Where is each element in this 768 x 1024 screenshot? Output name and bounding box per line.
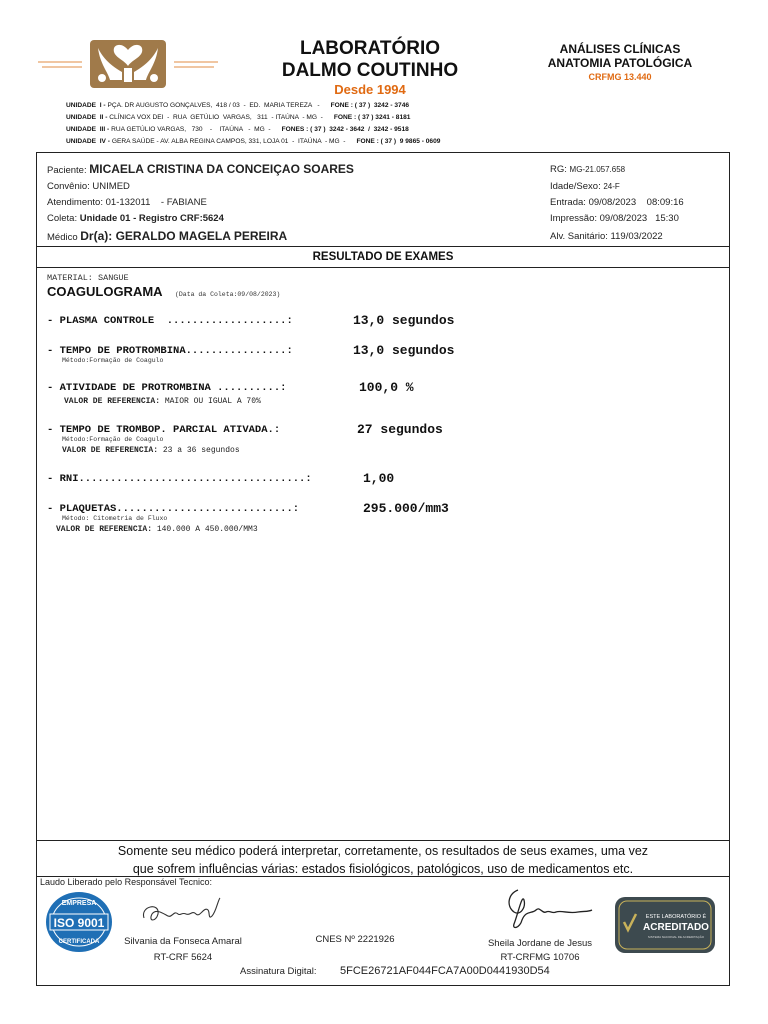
exam-item-value: 27 segundos <box>357 422 443 437</box>
unit-line: UNIDADE I - PÇA. DR AUGUSTO GONÇALVES, 418 / 03 - ED. MARIA TEREZA - FONE : ( 37 ) 3242 - 3746 <box>66 102 410 109</box>
patient-name: MICAELA CRISTINA DA CONCEIÇAO SOARES <box>89 162 354 176</box>
sanitary-license-row <box>550 231 663 242</box>
exam-title: COAGULOGRAMA <box>47 284 163 299</box>
patient-name-row <box>47 162 354 176</box>
exam-heading <box>47 283 280 301</box>
reference-value: MAIOR OU IGUAL A 70% <box>160 397 261 406</box>
sanitary-license-value: 119/03/2022 <box>610 231 663 242</box>
divider <box>36 267 730 268</box>
age-sex-label: Idade/Sexo: <box>550 181 601 192</box>
services-line1: ANÁLISES CLÍNICAS <box>559 42 681 56</box>
iso-bottom-text: CERTIFICADA <box>58 939 100 945</box>
digital-signature-label: Assinatura Digital: <box>240 966 317 977</box>
print-row <box>550 213 679 224</box>
digital-signature-value: 5FCE26721AF044FCA7A00D0441930D54 <box>340 965 550 977</box>
attendance-value: 01-132011 - FABIANE <box>105 197 207 208</box>
reference-label: VALOR DE REFERENCIA: <box>64 397 161 406</box>
crf-registration: CRFMG 13.440 <box>588 72 652 82</box>
patient-name-label: Paciente: <box>47 165 87 176</box>
reference-value: 140.000 A 450.000/MM3 <box>152 525 258 534</box>
exam-date: (Data da Coleta:09/08/2023) <box>175 291 281 298</box>
signature-2-icon <box>498 884 598 934</box>
exam-method: Método:Formação de Coagulo <box>62 357 164 364</box>
since-year: Desde 1994 <box>334 82 406 97</box>
unit-phone: FONE : ( 37 ) 3242 - 3746 <box>330 102 410 109</box>
signer-2-name: Sheila Jordane de Jesus <box>487 938 593 949</box>
reference-label: VALOR DE REFERENCIA: <box>56 525 153 534</box>
unit-name: UNIDADE II <box>66 114 104 121</box>
signer-2-registration: RT-CRFMG 10706 <box>500 952 580 963</box>
print-value: 09/08/2023 15:30 <box>599 213 679 224</box>
rg-row <box>550 164 625 175</box>
unit-line: UNIDADE II - CLÍNICA VOX DEI - RUA GETÚLIO VARGAS, 311 - ITAÚNA - MG - FONE : ( 37 ) 3241 - 8181 <box>66 114 411 121</box>
reference-value: 23 a 36 segundos <box>158 446 240 455</box>
print-label: Impressão: <box>550 213 597 224</box>
released-by-label: Laudo Liberado pelo Responsável Tecnico: <box>40 877 212 887</box>
exam-item-value: 100,0 % <box>359 380 414 395</box>
age-sex-row <box>550 181 620 192</box>
disclaimer <box>36 842 730 878</box>
unit-line: UNIDADE IV - GERA SAÚDE - AV. ALBA REGINA CAMPOS, 331, LOJA 01 - ITAÚNA - MG - FONE : ( 37 ) 9 9865 - 0609 <box>66 138 441 145</box>
unit-address: GERA SAÚDE - AV. ALBA REGINA CAMPOS, 331, LOJA 01 - ITAÚNA - MG - <box>111 138 346 145</box>
unit-line: UNIDADE III - RUA GETÚLIO VARGAS, 730 - ITAÚNA - MG - FONES : ( 37 ) 3242 - 3642 / 3242 - 9518 <box>66 126 409 133</box>
iso-9001-seal-icon <box>44 890 114 954</box>
age-sex-value: 24-F <box>603 182 620 191</box>
rg-label: RG: <box>550 164 567 175</box>
exam-item-value: 295.000/mm3 <box>363 501 449 516</box>
signer-1-registration: RT-CRF 5624 <box>153 952 213 963</box>
exam-item-value: 13,0 segundos <box>353 313 455 328</box>
exam-item-name: - ATIVIDADE DE PROTROMBINA ..........: <box>47 382 287 394</box>
signature-1-icon <box>138 892 228 932</box>
cnes-number: CNES Nº 2221926 <box>315 934 395 945</box>
iso-main-text: ISO 9001 <box>53 916 105 930</box>
disclaimer-line1: Somente seu médico poderá interpretar, corretamente, os resultados de seus exames, uma vez <box>117 844 649 858</box>
exam-item-name: - RNI....................................: <box>47 473 312 485</box>
exam-item-name: - TEMPO DE TROMBOP. PARCIAL ATIVADA.: <box>47 424 281 436</box>
exam-item-name: - PLASMA CONTROLE ...................: <box>47 315 293 327</box>
doctor-label: Médico <box>47 232 78 243</box>
divider <box>36 840 730 841</box>
exam-item-value: 13,0 segundos <box>353 343 455 358</box>
section-title: RESULTADO DE EXAMES <box>312 251 454 263</box>
entry-label: Entrada: <box>550 197 586 208</box>
unit-phone: FONE : ( 37 ) 3241 - 8181 <box>333 114 411 121</box>
accreditation-main-text: ACREDITADO <box>643 922 709 933</box>
accreditation-small-text: ESTE LABORATÓRIO É <box>645 914 707 920</box>
exam-reference <box>56 525 258 534</box>
attendance-row <box>47 197 207 208</box>
accreditation-tiny-text: SISTEMA NACIONAL DE ACREDITAÇÃO <box>647 935 705 939</box>
exam-item-name: - TEMPO DE PROTROMBINA................: <box>47 345 293 357</box>
unit-name: UNIDADE I <box>66 102 102 109</box>
doctor-name: Dr(a): GERALDO MAGELA PEREIRA <box>80 229 288 243</box>
unit-phone: FONES : ( 37 ) 3242 - 3642 / 3242 - 9518 <box>281 126 409 133</box>
iso-top-text: EMPRESA <box>61 900 97 907</box>
services <box>520 42 720 70</box>
collection-row <box>47 213 224 224</box>
reference-label: VALOR DE REFERENCIA: <box>62 446 159 455</box>
exam-method: Método: Citometria de Fluxo <box>62 515 168 522</box>
unit-address: PÇA. DR AUGUSTO GONÇALVES, 418 / 03 - ED. MARIA TEREZA - <box>107 102 320 109</box>
exam-reference <box>64 397 261 406</box>
exam-method: Método:Formação de Coagulo <box>62 436 164 443</box>
insurance-value: UNIMED <box>92 181 130 192</box>
insurance-label: Convênio: <box>47 181 90 192</box>
collection-value: Unidade 01 - Registro CRF:5624 <box>79 213 224 224</box>
collection-label: Coleta: <box>47 213 78 224</box>
unit-address: RUA GETÚLIO VARGAS, 730 - ITAÚNA - MG - <box>111 126 271 133</box>
exam-reference <box>62 446 240 455</box>
exam-item-value: 1,00 <box>363 471 395 486</box>
unit-name: UNIDADE III <box>66 126 106 133</box>
entry-value: 09/08/2023 08:09:16 <box>588 197 684 208</box>
material-label: MATERIAL: SANGUE <box>47 273 129 283</box>
lab-name <box>260 38 480 82</box>
attendance-label: Atendimento: <box>47 197 103 208</box>
unit-address: CLÍNICA VOX DEI - RUA GETÚLIO VARGAS, 311 - ITAÚNA - MG - <box>109 114 323 121</box>
lab-name-line2: DALMO COUTINHO <box>281 60 459 81</box>
accreditation-badge-icon <box>614 896 716 954</box>
divider <box>36 246 730 247</box>
sanitary-license-label: Alv. Sanitário: <box>550 231 608 242</box>
unit-phone: FONE : ( 37 ) 9 9865 - 0609 <box>356 138 441 145</box>
entry-row <box>550 197 684 208</box>
laboratory-logo <box>38 36 218 92</box>
lab-name-line1: LABORATÓRIO <box>299 38 441 59</box>
doctor-row <box>47 229 287 243</box>
signer-1-name: Silvania da Fonseca Amaral <box>124 936 242 947</box>
insurance-row <box>47 181 130 192</box>
unit-name: UNIDADE IV <box>66 138 106 145</box>
rg-value: MG-21.057.658 <box>569 165 626 174</box>
disclaimer-line2: que sofrem influências várias: estados fisiológicos, patológicos, uso de medicamentos etc. <box>132 862 634 876</box>
services-line2: ANATOMIA PATOLÓGICA <box>547 56 693 70</box>
exam-item-name: - PLAQUETAS............................: <box>47 503 300 515</box>
